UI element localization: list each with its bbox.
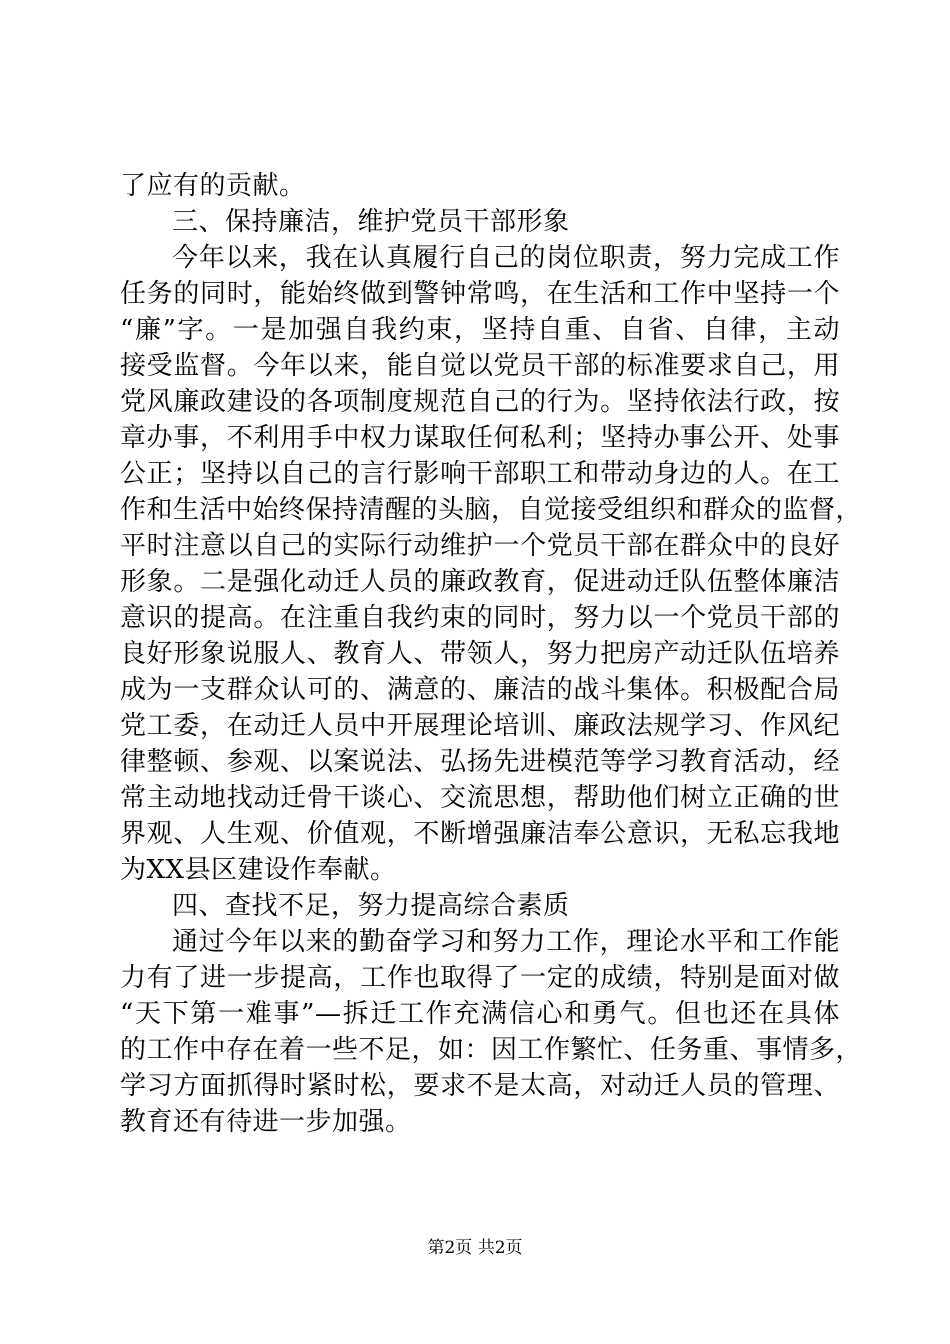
section-heading: 三、保持廉洁，维护党员干部形象 <box>172 207 570 237</box>
text-line: 通过今年以来的勤奋学习和努力工作，理论水平和工作能 <box>172 927 840 957</box>
text-line: 的工作中存在着一些不足，如：因工作繁忙、任务重、事情多， <box>120 1035 863 1065</box>
text-line: 界观、人生观、价值观，不断增强廉洁奉公意识，无私忘我地 <box>120 819 840 849</box>
text-line: 意识的提高。在注重自我约束的同时，努力以一个党员干部的 <box>120 603 840 633</box>
text-line: “廉”字。一是加强自我约束，坚持自重、自省、自律，主动 <box>120 315 840 345</box>
text-line: 良好形象说服人、教育人、带领人，努力把房产动迁队伍培养 <box>120 639 840 669</box>
text-line: 力有了进一步提高，工作也取得了一定的成绩，特别是面对做 <box>120 963 840 993</box>
text-line: 平时注意以自己的实际行动维护一个党员干部在群众中的良好 <box>120 531 840 561</box>
text-line: 接受监督。今年以来，能自觉以党员干部的标准要求自己，用 <box>120 351 840 381</box>
text-line: 学习方面抓得时紧时松，要求不是太高，对动迁人员的管理、 <box>120 1071 840 1101</box>
text-line: “天下第一难事”—拆迁工作充满信心和勇气。但也还在具体 <box>120 999 840 1029</box>
text-line: 党风廉政建设的各项制度规范自己的行为。坚持依法行政，按 <box>120 387 840 417</box>
document-body <box>120 168 863 1140</box>
section-heading: 四、查找不足，努力提高综合素质 <box>172 891 570 921</box>
text-line: 今年以来，我在认真履行自己的岗位职责，努力完成工作 <box>172 243 840 273</box>
text-line: 为XX县区建设作奉献。 <box>120 855 397 885</box>
text-line: 形象。二是强化动迁人员的廉政教育，促进动迁队伍整体廉洁 <box>120 567 840 597</box>
text-line: 章办事，不利用手中权力谋取任何私利；坚持办事公开、处事 <box>120 423 840 453</box>
page-number-footer: 第2页 共2页 <box>427 1238 523 1258</box>
text-line: 了应有的贡献。 <box>120 171 306 201</box>
text-line: 公正；坚持以自己的言行影响干部职工和带动身边的人。在工 <box>120 459 840 489</box>
text-line: 常主动地找动迁骨干谈心、交流思想，帮助他们树立正确的世 <box>120 783 840 813</box>
text-line: 成为一支群众认可的、满意的、廉洁的战斗集体。积极配合局 <box>120 675 840 705</box>
text-line: 教育还有待进一步加强。 <box>120 1107 412 1137</box>
text-line: 任务的同时，能始终做到警钟常鸣，在生活和工作中坚持一个 <box>120 279 840 309</box>
text-line: 党工委，在动迁人员中开展理论培训、廉政法规学习、作风纪 <box>120 711 840 741</box>
text-line: 律整顿、参观、以案说法、弘扬先进模范等学习教育活动，经 <box>120 747 840 777</box>
text-line: 作和生活中始终保持清醒的头脑，自觉接受组织和群众的监督， <box>120 495 863 525</box>
